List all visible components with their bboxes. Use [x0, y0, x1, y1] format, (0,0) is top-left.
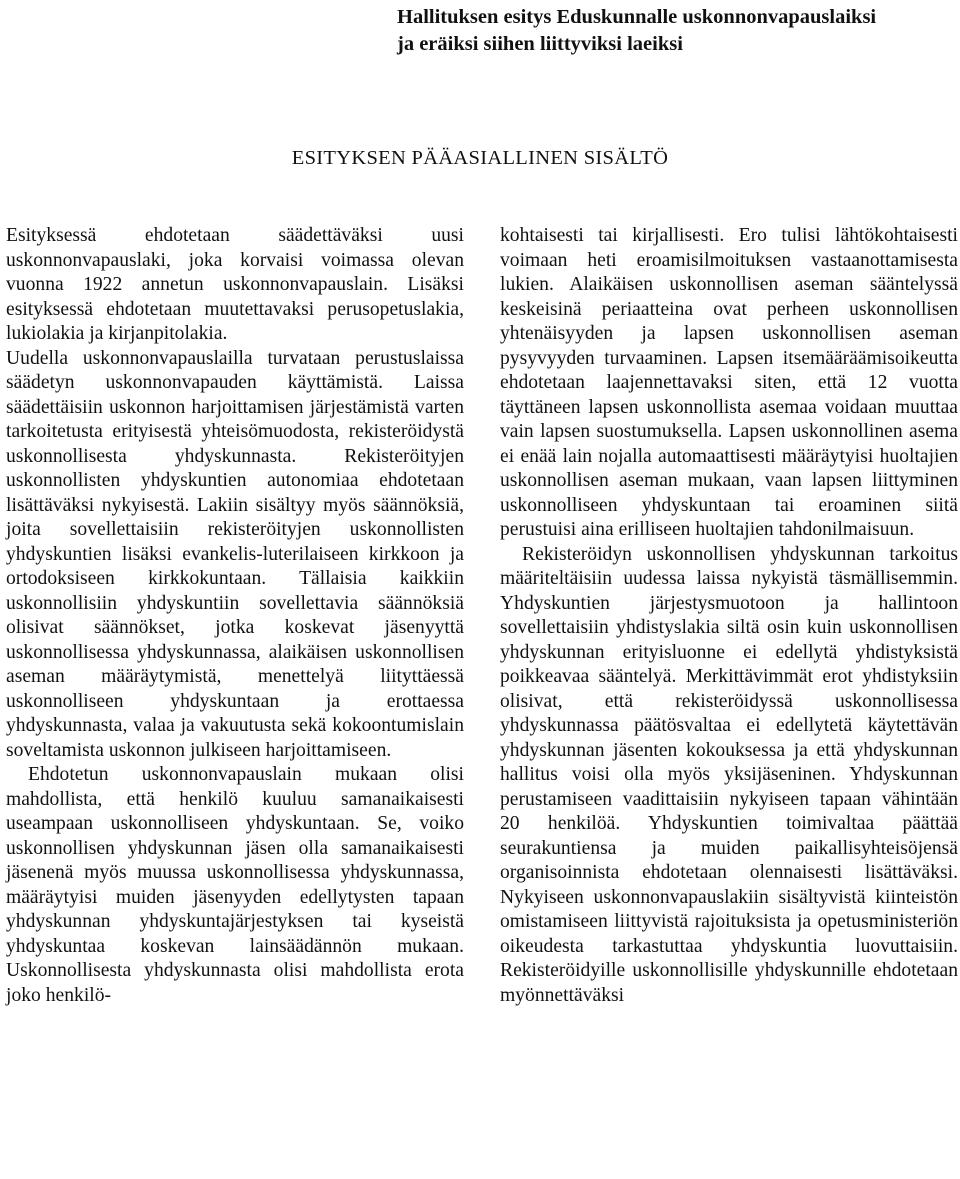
left-paragraph-1: Esityksessä ehdotetaan säädettäväksi uusi uskonnonvapauslaki, joka korvaisi voimassa olevan vuonna 1922 annetun uskonnonvapauslain. Lisäksi esityksessä ehdotetaan muutettavaksi perusopetuslakia, lukiolakia ja kirjanpitolakia.: [6, 225, 464, 344]
document-title-line-1: Hallituksen esitys Eduskunnalle uskonnonvapauslaiksi: [397, 6, 877, 28]
right-paragraph-2: Rekisteröidyn uskonnollisen yhdyskunnan tarkoitus määriteltäisiin uudessa laissa nykyistä täsmällisemmin. Yhdyskuntien järjestysmuotoon ja hallintoon sovellettaisiin yhdistyslakia siltä osin kuin uskonnollisen yhdyskunnan erityisluonne ei edellytä yhdistyksistä poikkeavaa sääntelyä. Merkittävimmät erot yhdistyksiin olisivat, että rekisteröidyssä uskonnollisessa yhdyskunnassa päätösvaltaa ei edellytetä käytettävän yhdyskunnan jäsenten kokouksessa ja että yhdyskunnan hallitus voisi olla myös yksijäseninen. Yhdyskunnan perustamiseen vaadittaisiin nykyiseen tapaan vähintään 20 henkilöä. Yhdyskuntien toimivaltaa päättää seurakuntiensa ja muiden paikallisyhteisöjensä organisoinnista ehdotetaan olennaisesti lisättäväksi. Nykyiseen uskonnonvapauslakiin sisältyvistä kiinteistön omistamiseen liittyvistä rajoituksista ja opetusministeriön oikeudesta tarkastuttaa yhdyskuntia luovuttaisiin. Rekisteröidyille uskonnollisille yhdyskunnille ehdotetaan myönnettäväksi: [500, 543, 958, 1006]
right-paragraph-1: kohtaisesti tai kirjallisesti. Ero tulisi lähtökohtaisesti voimaan heti eroamisilmoituksen vastaanottamisesta lukien. Alaikäisen uskonnollisen aseman sääntelyssä keskeisinä periaatteina ovat perheen uskonnollisen yhtenäisyyden ja lapsen uskonnollisen aseman pysyvyyden turvaaminen. Lapsen itsemääräämisoikeutta ehdotetaan laajennettavaksi siten, että 12 vuotta täyttäneen lapsen uskonnollista asemaa voidaan muuttaa vain lapsen suostumuksella. Lapsen uskonnollinen asema ei enää lain nojalla automaattisesti määräytyisi huoltajien uskonnollisen aseman mukaan, vaan lapsen liittyminen uskonnolliseen yhdyskuntaan tai eroaminen siitä perustuisi aina erilliseen huoltajien tahdonilmaisuun.: [500, 225, 958, 540]
left-paragraph-3: Ehdotetun uskonnonvapauslain mukaan olisi mahdollista, että henkilö kuuluu samanaikaisesti useampaan uskonnolliseen yhdyskuntaan. Se, voiko uskonnollisen yhdyskunnan jäsen olla samanaikaisesti jäsenenä myös muussa uskonnollisessa yhdyskunnassa, määräytyisi muiden jäsenyyden edellytysten tapaan yhdyskunnan yhdyskuntajärjestyksen tai kyseistä yhdyskuntaa koskevan lainsäädännön mukaan. Uskonnollisesta yhdyskunnasta olisi mahdollista erota joko henkilö-: [6, 764, 464, 1006]
document-title-line-2: ja eräiksi siihen liittyviksi laeiksi: [397, 33, 683, 55]
right-column: [500, 224, 958, 1008]
section-heading: ESITYKSEN PÄÄASIALLINEN SISÄLTÖ: [291, 147, 669, 169]
left-paragraph-2: Uudella uskonnonvapauslailla turvataan perustuslaissa säädetyn uskonnonvapauden käyttämistä. Laissa säädettäisiin uskonnon harjoittamisen järjestämistä varten tarkoitetusta erityisestä yhteisömuodosta, rekisteröidystä uskonnollisesta yhdyskunnasta. Rekisteröityjen uskonnollisten yhdyskuntien autonomiaa ehdotetaan lisättäväksi nykyisestä. Lakiin sisältyy myös säännöksiä, joita sovellettaisiin rekisteröityjen uskonnollisten yhdyskuntien lisäksi evankelis-luterilaiseen kirkkoon ja ortodoksiseen kirkkokuntaan. Tällaisia kaikkiin uskonnollisiin yhdyskuntiin sovellettavia säännöksiä olisivat säännökset, jotka koskevat jäsenyyttä uskonnollisessa yhdyskunnassa, alaikäisen uskonnollisen aseman määräytymistä, menettelyä liityttäessä uskonnolliseen yhdyskuntaan ja erottaessa yhdyskunnasta, valaa ja vakuutusta sekä kokoontumislain soveltamista uskonnon julkiseen harjoittamiseen.: [6, 347, 464, 761]
document-title: [0, 4, 960, 58]
left-column: [6, 224, 464, 1008]
